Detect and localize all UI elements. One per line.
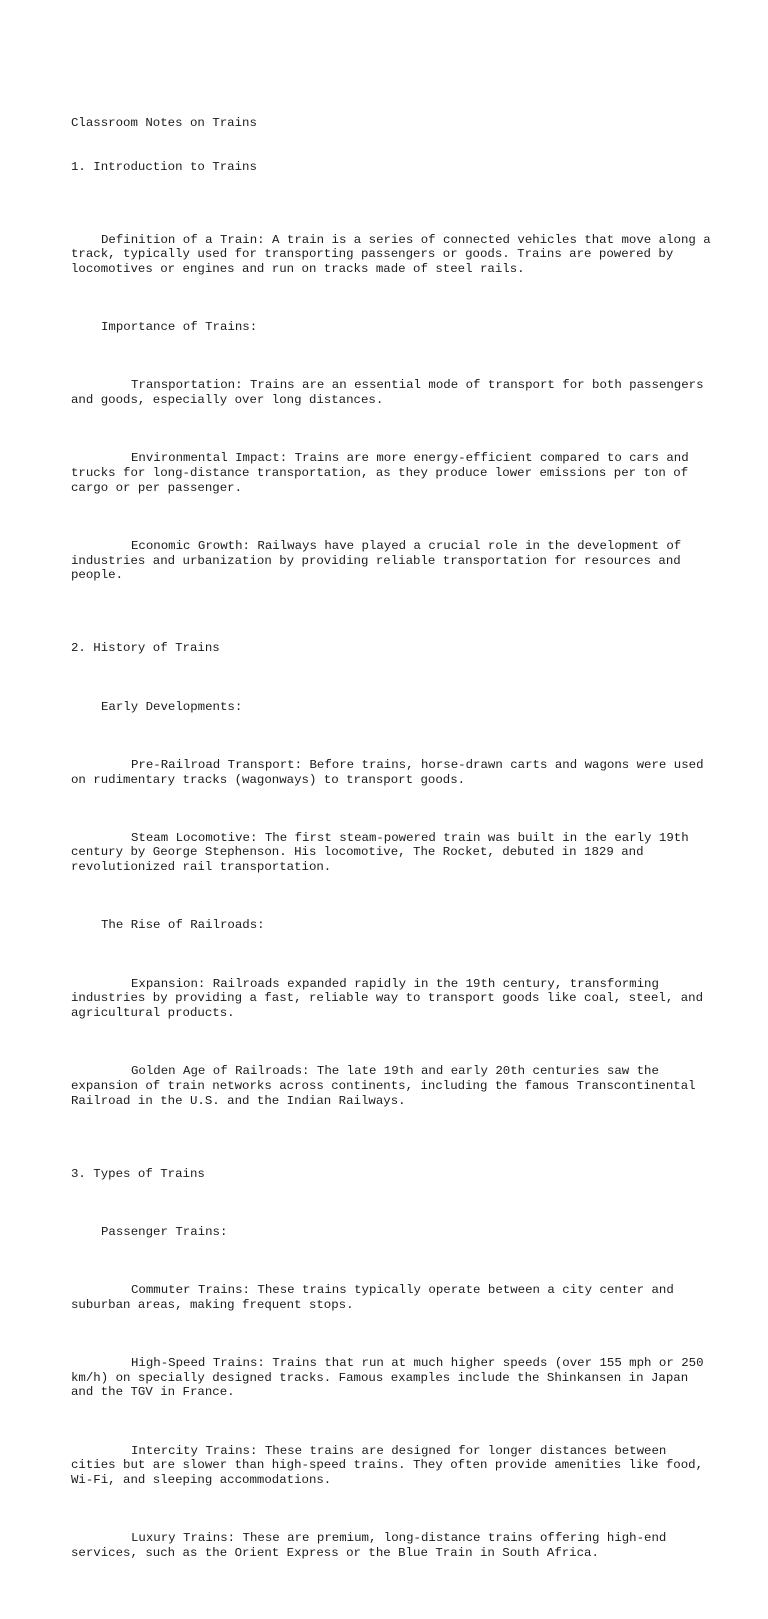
paragraph-high-speed-trains: High-Speed Trains: Trains that run at much higher speeds (over 155 mph or 250 km/h) on specially designed tracks. Famous examples include the Shinkansen in Japan and the TGV in France. <box>71 1356 711 1400</box>
paragraph-golden-age: Golden Age of Railroads: The late 19th and early 20th centuries saw the expansion of train networks across continents, including the famous Transcontinental Railroad in the U.S. and the Indian Railways. <box>71 1064 704 1108</box>
paragraph-intercity-trains: Intercity Trains: These trains are designed for longer distances between cities but are slower than high-speed trains. They often provide amenities like food, Wi-Fi, and sleeping accommodations. <box>71 1443 711 1487</box>
subheading-passenger-trains: Passenger Trains: <box>101 1224 228 1239</box>
subheading-rise-of-railroads: The Rise of Railroads: <box>101 918 265 933</box>
paragraph-commuter-trains: Commuter Trains: These trains typically operate between a city center and suburban areas, making frequent stops. <box>71 1283 682 1312</box>
section-heading-introduction: 1. Introduction to Trains <box>71 159 257 174</box>
paragraph-definition: Definition of a Train: A train is a series of connected vehicles that move along a track, typically used for transporting passengers or goods. Trains are powered by locomotives or engines and run on tracks made of steel rails. <box>71 232 719 276</box>
paragraph-environmental-impact: Environmental Impact: Trains are more energy-efficient compared to cars and trucks for long-distance transportation, as they produce lower emissions per ton of cargo or per passenger. <box>71 451 697 495</box>
paragraph-steam-locomotive: Steam Locomotive: The first steam-powered train was built in the early 19th century by George Stephenson. His locomotive, The Rocket, debuted in 1829 and revolutionized rail transportation. <box>71 830 697 875</box>
paragraph-transportation: Transportation: Trains are an essential mode of transport for both passengers and goods, especially over long distances. <box>71 378 711 408</box>
paragraph-pre-railroad: Pre-Railroad Transport: Before trains, horse-drawn carts and wagons were used on rudimentary tracks (wagonways) to transport goods. <box>71 757 711 787</box>
paragraph-luxury-trains: Luxury Trains: These are premium, long-distance trains offering high-end services, such as the Orient Express or the Blue Train in South Africa. <box>71 1531 674 1560</box>
section-heading-history: 2. History of Trains <box>71 641 220 656</box>
subheading-early-developments: Early Developments: <box>101 699 243 714</box>
paragraph-economic-growth: Economic Growth: Railways have played a crucial role in the development of industries and urbanization by providing reliable transportation for resources and people. <box>71 539 689 583</box>
document-body <box>71 72 719 1619</box>
document-title: Classroom Notes on Trains <box>71 115 257 130</box>
section-heading-types: 3. Types of Trains <box>71 1166 205 1181</box>
paragraph-expansion: Expansion: Railroads expanded rapidly in the 19th century, transforming industries by providing a fast, reliable way to transport goods like coal, steel, and agricultural products. <box>71 976 711 1020</box>
subheading-importance: Importance of Trains: <box>101 320 258 335</box>
